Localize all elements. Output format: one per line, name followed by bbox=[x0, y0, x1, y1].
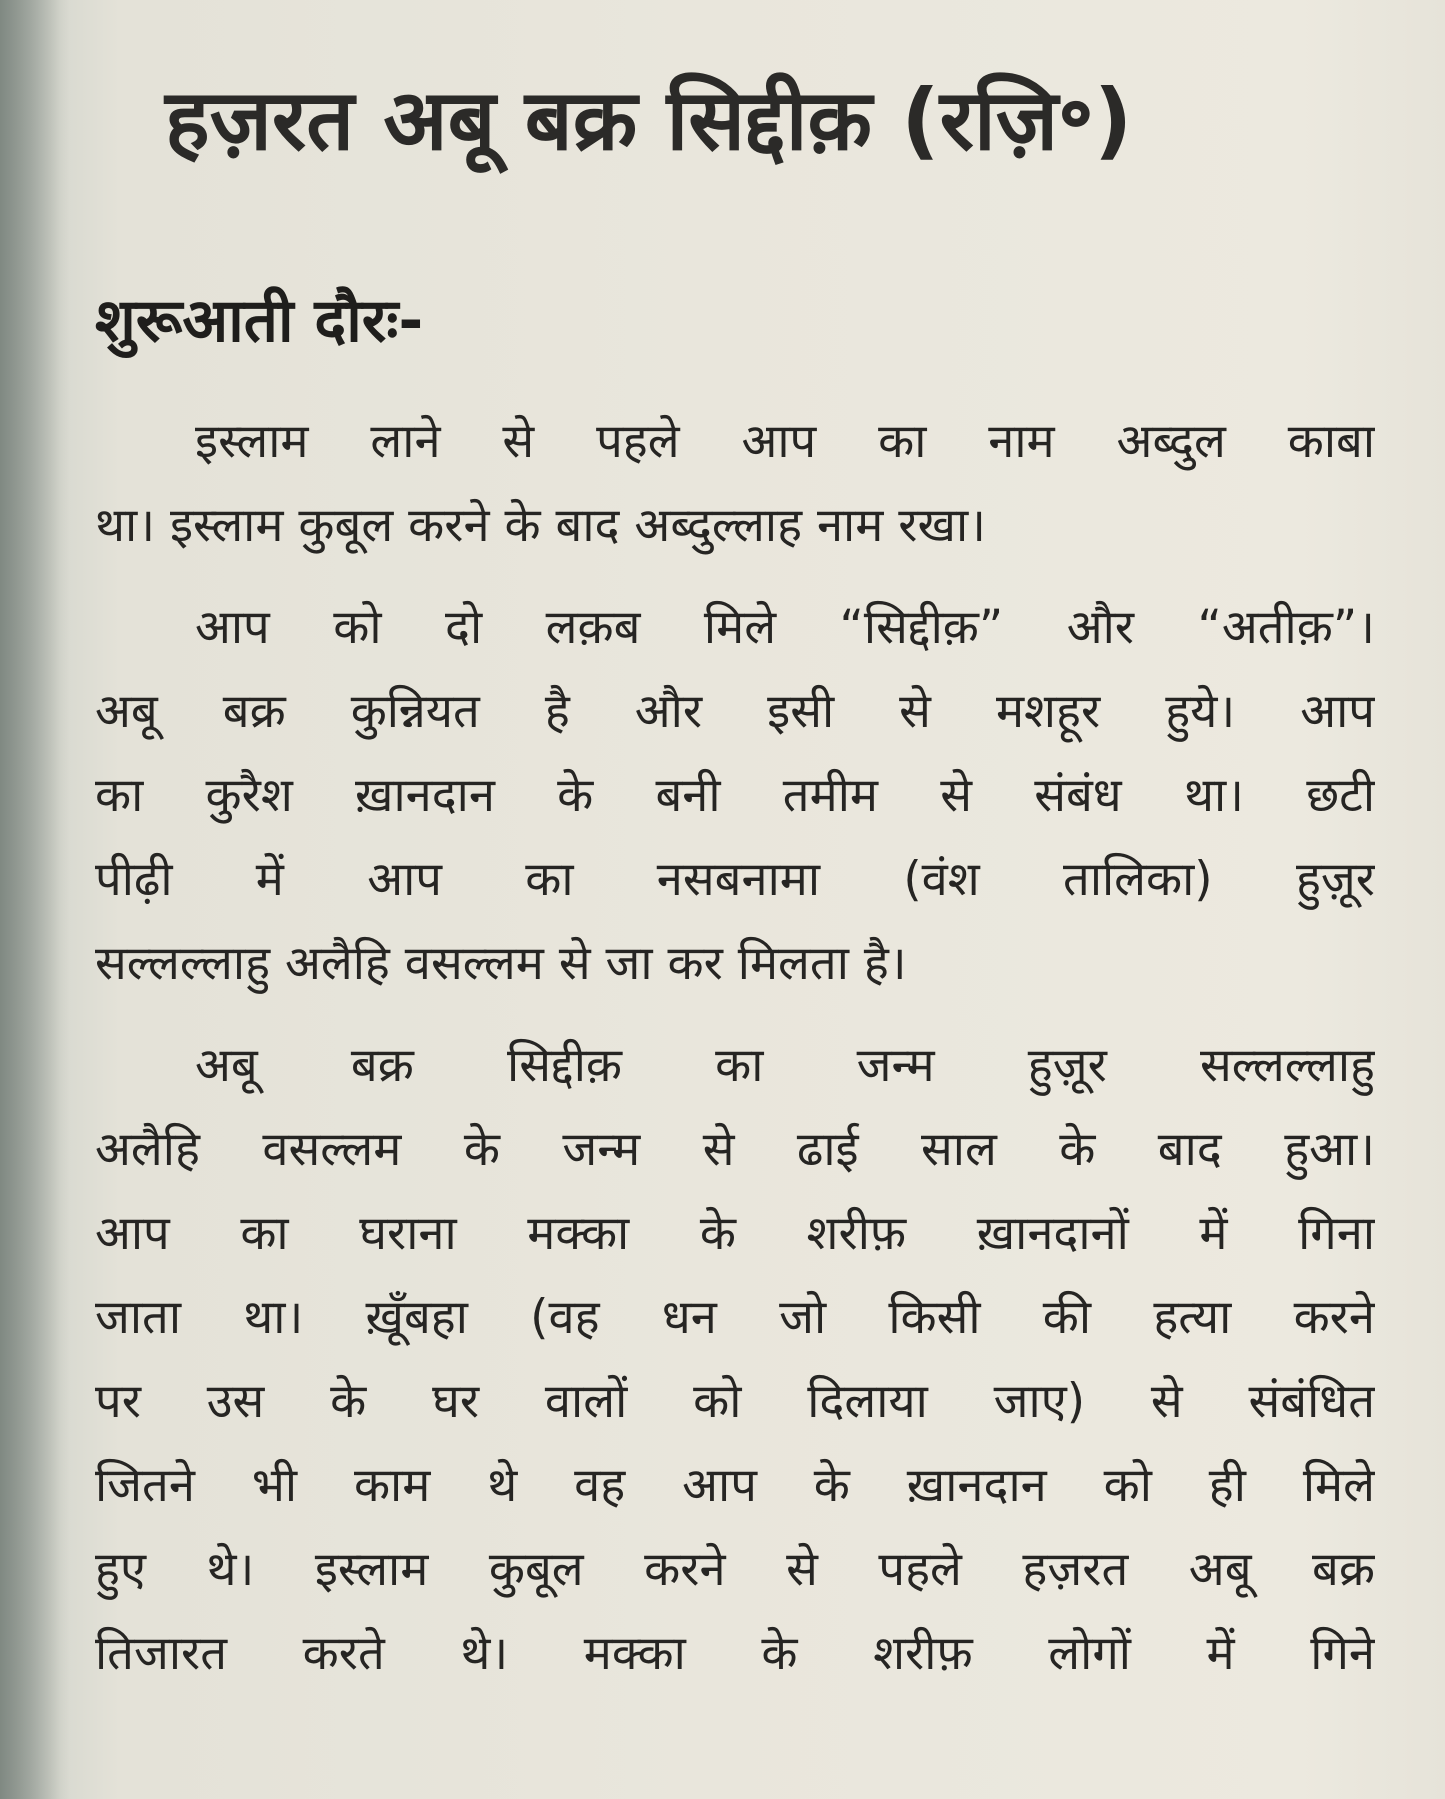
text-line: अलैहि वसल्लम के जन्म से ढाई साल के बाद हुआ। bbox=[95, 1122, 1375, 1177]
text-line: पर उस के घर वालों को दिलाया जाए) से संबंधित bbox=[95, 1374, 1375, 1429]
text-line: सल्लल्लाहु अलैहि वसल्लम से जा कर मिलता है। bbox=[95, 936, 907, 991]
text-line: इस्लाम लाने से पहले आप का नाम अब्दुल काबा bbox=[195, 414, 1375, 469]
text-line: था। इस्लाम कुबूल करने के बाद अब्दुल्लाह नाम रखा। bbox=[95, 498, 986, 553]
paragraph-gap bbox=[95, 1006, 1375, 1024]
text-line: अबू बक्र कुन्नियत है और इसी से मशहूर हुये। आप bbox=[95, 684, 1375, 739]
page-title: हज़रत अबू बक्र सिद्दीक़ (रज़ि॰) bbox=[165, 71, 1133, 169]
text-line: का कुरैश ख़ानदान के बनी तमीम से संबंध था। छटी bbox=[95, 768, 1375, 823]
section-heading: शुरूआती दौरः- bbox=[95, 286, 424, 356]
page bbox=[60, 0, 1445, 1799]
text-line: आप को दो लक़ब मिले “सिद्दीक़” और “अतीक़”। bbox=[195, 600, 1375, 655]
text-line: पीढ़ी में आप का नसबनामा (वंश तालिका) हुज़ूर bbox=[95, 852, 1375, 907]
body-text bbox=[95, 400, 1375, 1696]
text-line: आप का घराना मक्का के शरीफ़ ख़ानदानों में गिना bbox=[95, 1206, 1375, 1261]
text-line: जाता था। ख़ूँबहा (वह धन जो किसी की हत्या करने bbox=[95, 1290, 1375, 1345]
paragraph-gap bbox=[95, 568, 1375, 586]
text-line: जितने भी काम थे वह आप के ख़ानदान को ही मिले bbox=[95, 1458, 1375, 1513]
text-line: हुए थे। इस्लाम कुबूल करने से पहले हज़रत अबू बक्र bbox=[95, 1542, 1375, 1597]
paragraph-2 bbox=[95, 586, 1375, 1006]
text-line: तिजारत करते थे। मक्का के शरीफ़ लोगों में गिने bbox=[95, 1626, 1375, 1681]
paragraph-3 bbox=[95, 1024, 1375, 1696]
text-line: अबू बक्र सिद्दीक़ का जन्म हुज़ूर सल्लल्लाहु bbox=[195, 1038, 1375, 1093]
paragraph-1 bbox=[95, 400, 1375, 568]
